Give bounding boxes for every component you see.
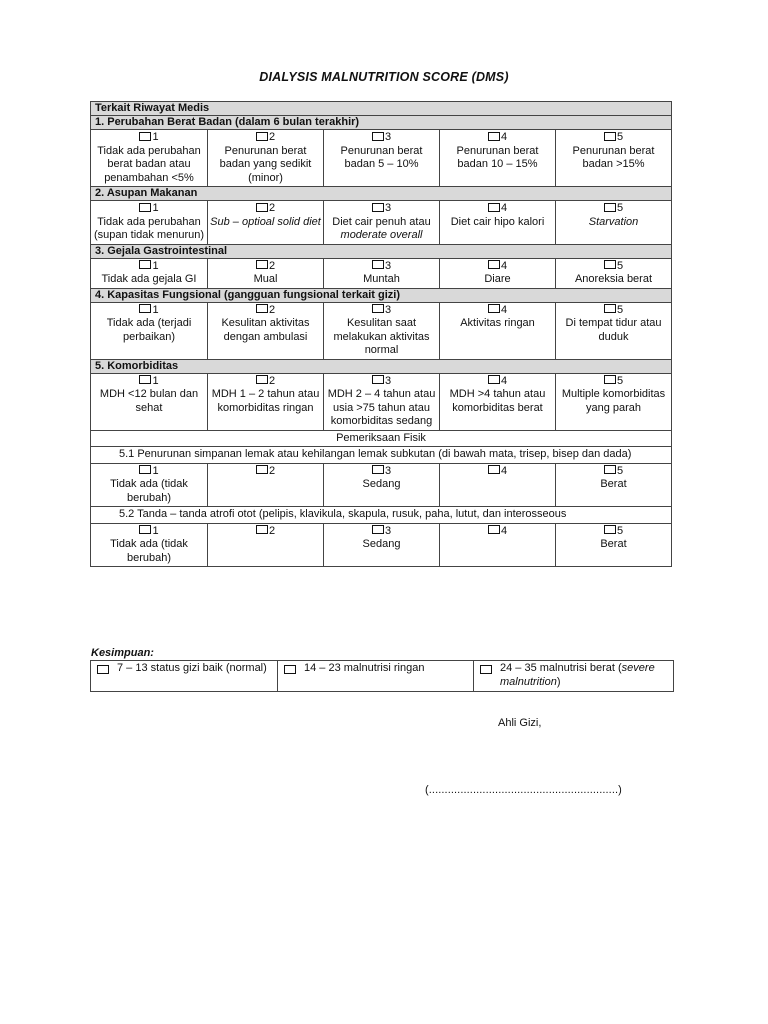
option-cell <box>208 302 324 359</box>
option-cell <box>324 258 440 288</box>
option-text-regular: MDH 1 – 2 tahun atau komorbiditas ringan <box>211 388 320 414</box>
option-text-regular: Sedang <box>362 478 401 490</box>
option-text <box>442 388 553 415</box>
conclusion-text <box>304 662 424 676</box>
option-text <box>326 538 437 552</box>
option-score: 2 <box>268 374 276 387</box>
option-text-regular: MDH >4 tahun atau komorbiditas berat <box>449 388 546 414</box>
checkbox[interactable] <box>604 465 616 474</box>
option-row <box>91 258 672 288</box>
conclusion-row <box>91 661 674 692</box>
option-cell <box>324 302 440 359</box>
checkbox[interactable] <box>604 304 616 313</box>
checkbox[interactable] <box>372 260 384 269</box>
checkbox[interactable] <box>488 203 500 212</box>
option-text-regular: Di tempat tidur atau duduk <box>565 317 662 343</box>
option-head <box>326 525 437 539</box>
option-score: 3 <box>384 131 392 143</box>
option-row <box>91 302 672 359</box>
option-head <box>210 304 321 318</box>
option-score: 4 <box>500 464 508 477</box>
option-text-regular: Tidak ada (tidak berubah) <box>110 478 188 504</box>
checkbox[interactable] <box>256 375 268 384</box>
checkbox[interactable] <box>256 304 268 313</box>
checkbox[interactable] <box>604 132 616 141</box>
option-head <box>210 465 321 479</box>
checkbox[interactable] <box>488 375 500 384</box>
option-score: 3 <box>384 524 392 537</box>
option-text <box>93 317 205 344</box>
option-head <box>93 465 205 479</box>
option-text <box>210 273 321 287</box>
header-row <box>91 102 672 116</box>
option-head <box>93 260 205 274</box>
option-text <box>442 317 553 331</box>
option-text <box>558 538 669 552</box>
option-text <box>558 317 669 344</box>
option-score: 4 <box>500 374 508 387</box>
option-text-regular: Berat <box>600 538 627 550</box>
section-heading-row <box>91 116 672 130</box>
option-text-regular: Sedang <box>362 538 401 550</box>
option-text <box>93 478 205 505</box>
option-score: 4 <box>500 524 508 537</box>
option-text-regular: Berat <box>600 478 627 490</box>
checkbox[interactable] <box>488 304 500 313</box>
option-score: 1 <box>152 259 159 272</box>
option-text-regular: Multiple komorbiditas yang parah <box>561 388 666 414</box>
section-heading-row <box>91 187 672 201</box>
option-cell <box>91 201 208 245</box>
option-cell <box>556 302 672 359</box>
conclusion-text-after: ) <box>556 675 561 688</box>
conclusion-text-italic: severe malnutrition <box>500 662 655 688</box>
option-cell <box>324 523 440 567</box>
option-text-regular: MDH 2 – 4 tahun atau usia >75 tahun atau komorbiditas sedang <box>327 388 436 427</box>
option-cell <box>208 201 324 245</box>
option-score: 3 <box>384 303 392 316</box>
option-text <box>326 216 437 243</box>
conclusion-cell <box>91 661 278 692</box>
option-text <box>558 216 669 230</box>
option-text-regular: Tidak ada (terjadi perbaikan) <box>106 317 192 343</box>
checkbox[interactable] <box>604 203 616 212</box>
conclusion-label: Kesimpuan: <box>91 647 154 659</box>
option-score: 4 <box>500 131 508 143</box>
signature-label: Ahli Gizi, <box>498 717 542 729</box>
option-text <box>93 538 205 565</box>
option-score: 1 <box>152 202 159 214</box>
option-cell <box>324 373 440 430</box>
dms-table <box>90 101 672 567</box>
checkbox[interactable] <box>256 525 268 534</box>
option-head <box>442 375 553 389</box>
option-score: 3 <box>384 464 392 477</box>
option-text-regular: MDH <12 bulan dan sehat <box>99 388 199 414</box>
option-head <box>442 304 553 318</box>
physical-exam-item-row <box>91 507 672 524</box>
option-text-regular: Kesulitan aktivitas dengan ambulasi <box>221 317 310 343</box>
option-head <box>93 304 205 318</box>
option-row <box>91 463 672 507</box>
option-head <box>326 260 437 274</box>
option-head <box>210 525 321 539</box>
option-text-regular: Diet cair penuh atau <box>332 215 431 228</box>
physical-exam-heading-row <box>91 430 672 447</box>
option-text <box>326 317 437 358</box>
option-cell <box>208 523 324 567</box>
option-text-regular: Tidak ada (tidak berubah) <box>110 538 188 564</box>
checkbox[interactable] <box>256 465 268 474</box>
option-cell <box>91 130 208 187</box>
section-heading: 1. Perubahan Berat Badan (dalam 6 bulan terakhir) <box>91 116 672 130</box>
option-head <box>210 131 321 145</box>
option-head <box>326 465 437 479</box>
option-score: 3 <box>384 259 392 272</box>
option-cell <box>440 523 556 567</box>
option-text <box>210 317 321 344</box>
option-text-regular: Tidak ada perubahan berat badan atau penambahan <5% <box>97 144 201 184</box>
checkbox[interactable] <box>139 525 151 534</box>
option-score: 2 <box>268 202 276 214</box>
option-text-regular: Penurunan berat badan 5 – 10% <box>340 144 423 170</box>
checkbox[interactable] <box>372 465 384 474</box>
checkbox[interactable] <box>139 375 151 384</box>
option-text <box>210 216 321 230</box>
checkbox[interactable] <box>139 304 151 313</box>
option-text <box>558 145 669 172</box>
option-cell <box>324 463 440 507</box>
option-text <box>210 145 321 186</box>
checkbox[interactable] <box>372 375 384 384</box>
option-text <box>326 145 437 172</box>
section-heading-row <box>91 359 672 373</box>
option-text <box>558 273 669 287</box>
conclusion-text-regular: 24 – 35 malnutrisi berat ( <box>500 662 622 674</box>
option-row <box>91 130 672 187</box>
option-text <box>210 388 321 415</box>
option-head <box>558 525 669 539</box>
option-cell <box>208 463 324 507</box>
option-text-regular: Tidak ada gejala GI <box>101 273 197 285</box>
option-head <box>210 375 321 389</box>
option-score: 5 <box>616 202 624 214</box>
conclusion-option <box>284 662 469 676</box>
checkbox[interactable] <box>488 525 500 534</box>
checkbox[interactable] <box>256 260 268 269</box>
option-score: 2 <box>268 524 276 537</box>
signature-line: (............................................................) <box>425 784 622 796</box>
option-head <box>558 131 669 145</box>
checkbox[interactable] <box>139 260 151 269</box>
option-head <box>326 304 437 318</box>
option-text <box>93 145 205 186</box>
checkbox[interactable] <box>604 375 616 384</box>
option-head <box>93 202 205 216</box>
option-text <box>93 273 205 287</box>
option-text-regular: Penurunan berat badan >15% <box>572 144 655 170</box>
option-text-regular: Starvation <box>588 215 639 228</box>
checkbox[interactable] <box>284 665 296 674</box>
option-cell <box>440 201 556 245</box>
option-head <box>442 260 553 274</box>
option-text-regular: Anoreksia berat <box>574 273 653 285</box>
option-text <box>558 478 669 492</box>
option-head <box>93 131 205 145</box>
conclusion-text <box>117 662 267 676</box>
option-head <box>93 525 205 539</box>
checkbox[interactable] <box>604 525 616 534</box>
option-text-regular: Penurunan berat badan 10 – 15% <box>456 144 539 170</box>
option-text <box>93 216 205 243</box>
checkbox[interactable] <box>139 132 151 141</box>
option-text-regular: Sub – optioal solid diet <box>210 215 321 228</box>
option-cell <box>208 130 324 187</box>
option-text-regular: Tidak ada perubahan (supan tidak menurun) <box>93 215 205 241</box>
checkbox[interactable] <box>372 304 384 313</box>
option-head <box>326 375 437 389</box>
option-row <box>91 523 672 567</box>
option-score: 2 <box>268 464 276 477</box>
option-text-regular: Diare <box>484 273 511 285</box>
option-score: 5 <box>616 524 624 537</box>
option-cell <box>440 130 556 187</box>
option-text <box>442 273 553 287</box>
option-cell <box>91 258 208 288</box>
option-cell <box>208 258 324 288</box>
page-title: DIALYSIS MALNUTRITION SCORE (DMS) <box>259 70 509 84</box>
option-score: 5 <box>616 131 624 143</box>
option-cell <box>440 302 556 359</box>
option-text-regular: Kesulitan saat melakukan aktivitas normal <box>333 317 430 356</box>
option-cell <box>324 130 440 187</box>
option-text <box>326 273 437 287</box>
conclusion-cell <box>474 661 674 692</box>
option-head <box>558 375 669 389</box>
option-cell <box>91 373 208 430</box>
option-head <box>558 304 669 318</box>
header-cell: Terkait Riwayat Medis <box>91 102 672 116</box>
option-head <box>442 202 553 216</box>
conclusion-cell <box>278 661 474 692</box>
option-head <box>558 202 669 216</box>
option-head <box>442 131 553 145</box>
option-text-regular: Aktivitas ringan <box>460 317 535 329</box>
option-head <box>442 465 553 479</box>
option-text <box>93 388 205 415</box>
option-score: 2 <box>268 131 276 143</box>
option-cell <box>556 463 672 507</box>
option-text-regular: Muntah <box>363 273 400 285</box>
checkbox[interactable] <box>372 203 384 212</box>
option-cell <box>556 130 672 187</box>
section-heading: 3. Gejala Gastrointestinal <box>91 244 672 258</box>
section-heading-row <box>91 244 672 258</box>
option-text <box>326 478 437 492</box>
option-score: 4 <box>500 303 508 316</box>
checkbox[interactable] <box>480 665 492 674</box>
option-cell <box>556 373 672 430</box>
conclusion-option <box>97 662 273 676</box>
option-cell <box>556 201 672 245</box>
checkbox[interactable] <box>488 260 500 269</box>
checkbox[interactable] <box>372 132 384 141</box>
option-text-regular: Diet cair hipo kalori <box>450 215 545 228</box>
section-heading-row <box>91 288 672 302</box>
option-score: 5 <box>616 464 624 477</box>
option-score: 1 <box>152 303 159 316</box>
checkbox[interactable] <box>604 260 616 269</box>
option-text <box>442 145 553 172</box>
option-score: 1 <box>152 374 159 387</box>
option-score: 1 <box>152 524 159 537</box>
option-row <box>91 201 672 245</box>
conclusion-text-regular: 7 – 13 status gizi baik (normal) <box>117 662 267 674</box>
option-score: 2 <box>268 303 276 316</box>
option-cell <box>208 373 324 430</box>
option-score: 5 <box>616 374 624 387</box>
physical-exam-item: 5.1 Penurunan simpanan lemak atau kehilangan lemak subkutan (di bawah mata, trisep, bisep dan dada) <box>91 447 672 464</box>
option-head <box>210 260 321 274</box>
option-cell <box>440 463 556 507</box>
option-head <box>558 465 669 479</box>
checkbox[interactable] <box>256 203 268 212</box>
option-cell <box>91 523 208 567</box>
checkbox[interactable] <box>488 132 500 141</box>
option-score: 3 <box>384 202 392 214</box>
option-text <box>442 216 553 230</box>
option-cell <box>324 201 440 245</box>
option-score: 5 <box>616 303 624 316</box>
option-cell <box>440 373 556 430</box>
section-heading: 2. Asupan Makanan <box>91 187 672 201</box>
checkbox[interactable] <box>488 465 500 474</box>
option-text-regular: Penurunan berat badan yang sedikit (minor) <box>219 144 312 184</box>
option-cell <box>556 523 672 567</box>
option-score: 1 <box>152 131 159 143</box>
checkbox[interactable] <box>139 203 151 212</box>
checkbox[interactable] <box>372 525 384 534</box>
option-score: 4 <box>500 259 508 272</box>
conclusion-text-regular: 14 – 23 malnutrisi ringan <box>304 662 425 674</box>
option-score: 1 <box>152 464 159 477</box>
option-score: 2 <box>268 259 276 272</box>
option-score: 3 <box>384 374 392 387</box>
physical-exam-item-row <box>91 447 672 464</box>
option-head <box>210 202 321 216</box>
checkbox[interactable] <box>97 665 109 674</box>
physical-exam-heading: Pemeriksaan Fisik <box>91 430 672 447</box>
conclusion-text <box>500 662 669 689</box>
option-text-regular: Mual <box>253 273 278 285</box>
option-cell <box>91 302 208 359</box>
conclusion-table <box>90 660 674 692</box>
option-head <box>326 202 437 216</box>
option-head <box>558 260 669 274</box>
checkbox[interactable] <box>139 465 151 474</box>
option-text-italic: moderate overall <box>340 229 423 241</box>
option-text <box>558 388 669 415</box>
option-head <box>326 131 437 145</box>
option-cell <box>91 463 208 507</box>
option-cell <box>440 258 556 288</box>
option-text <box>326 388 437 429</box>
section-heading: 4. Kapasitas Fungsional (gangguan fungsional terkait gizi) <box>91 288 672 302</box>
conclusion-option <box>480 662 669 689</box>
option-head <box>442 525 553 539</box>
option-score: 4 <box>500 202 508 214</box>
option-cell <box>556 258 672 288</box>
physical-exam-item: 5.2 Tanda – tanda atrofi otot (pelipis, klavikula, skapula, rusuk, paha, lutut, dan interosseous <box>91 507 672 524</box>
option-head <box>93 375 205 389</box>
section-heading: 5. Komorbiditas <box>91 359 672 373</box>
option-row <box>91 373 672 430</box>
option-score: 5 <box>616 259 624 272</box>
checkbox[interactable] <box>256 132 268 141</box>
